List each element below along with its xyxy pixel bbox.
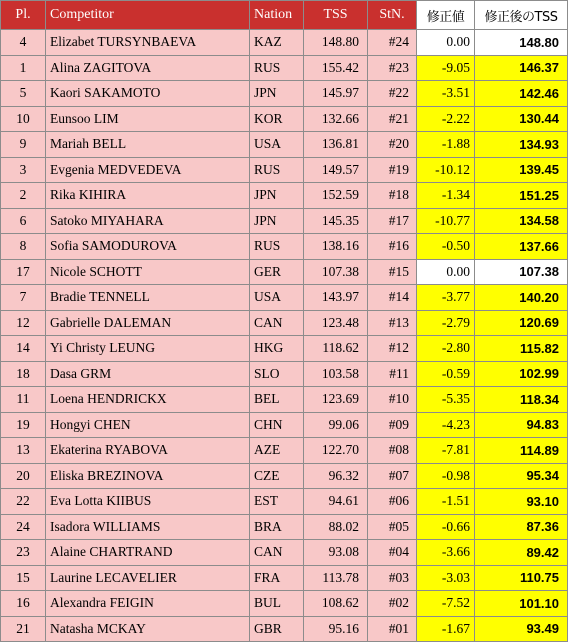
cell-competitor: Loena HENDRICKX <box>46 387 250 413</box>
cell-adjusted-tss: 139.45 <box>475 157 568 183</box>
cell-nation: GER <box>250 259 304 285</box>
cell-adjusted-tss: 115.82 <box>475 336 568 362</box>
cell-tss: 148.80 <box>304 30 368 56</box>
cell-placement: 21 <box>1 616 46 642</box>
table-row <box>1 463 568 489</box>
cell-nation: RUS <box>250 55 304 81</box>
table-row <box>1 81 568 107</box>
cell-placement: 14 <box>1 336 46 362</box>
cell-start-number: #11 <box>368 361 417 387</box>
cell-tss: 108.62 <box>304 591 368 617</box>
cell-nation: HKG <box>250 336 304 362</box>
cell-start-number: #24 <box>368 30 417 56</box>
cell-competitor: Sofia SAMODUROVA <box>46 234 250 260</box>
cell-competitor: Isadora WILLIAMS <box>46 514 250 540</box>
cell-placement: 20 <box>1 463 46 489</box>
cell-adjusted-tss: 87.36 <box>475 514 568 540</box>
cell-tss: 152.59 <box>304 183 368 209</box>
cell-tss: 123.48 <box>304 310 368 336</box>
cell-nation: RUS <box>250 234 304 260</box>
cell-correction: -10.77 <box>417 208 475 234</box>
header-placement: Pl. <box>1 1 46 30</box>
table-row <box>1 30 568 56</box>
header-start-number: StN. <box>368 1 417 30</box>
cell-correction: -5.35 <box>417 387 475 413</box>
cell-tss: 103.58 <box>304 361 368 387</box>
cell-adjusted-tss: 134.93 <box>475 132 568 158</box>
cell-placement: 23 <box>1 540 46 566</box>
cell-placement: 19 <box>1 412 46 438</box>
cell-placement: 22 <box>1 489 46 515</box>
cell-tss: 118.62 <box>304 336 368 362</box>
cell-tss: 143.97 <box>304 285 368 311</box>
cell-tss: 94.61 <box>304 489 368 515</box>
cell-nation: GBR <box>250 616 304 642</box>
cell-correction: -1.51 <box>417 489 475 515</box>
cell-placement: 4 <box>1 30 46 56</box>
cell-competitor: Satoko MIYAHARA <box>46 208 250 234</box>
header-adjusted-tss: 修正後のTSS <box>475 1 568 30</box>
cell-competitor: Alaine CHARTRAND <box>46 540 250 566</box>
cell-tss: 113.78 <box>304 565 368 591</box>
table-row <box>1 310 568 336</box>
cell-correction: -3.03 <box>417 565 475 591</box>
cell-competitor: Eunsoo LIM <box>46 106 250 132</box>
cell-correction: -3.77 <box>417 285 475 311</box>
cell-nation: BRA <box>250 514 304 540</box>
cell-start-number: #16 <box>368 234 417 260</box>
cell-start-number: #09 <box>368 412 417 438</box>
cell-correction: -0.59 <box>417 361 475 387</box>
cell-placement: 3 <box>1 157 46 183</box>
cell-tss: 96.32 <box>304 463 368 489</box>
table-row <box>1 412 568 438</box>
cell-correction: -7.52 <box>417 591 475 617</box>
cell-adjusted-tss: 95.34 <box>475 463 568 489</box>
cell-adjusted-tss: 93.49 <box>475 616 568 642</box>
cell-tss: 155.42 <box>304 55 368 81</box>
cell-competitor: Yi Christy LEUNG <box>46 336 250 362</box>
cell-start-number: #18 <box>368 183 417 209</box>
cell-adjusted-tss: 118.34 <box>475 387 568 413</box>
table-row <box>1 514 568 540</box>
cell-start-number: #07 <box>368 463 417 489</box>
cell-placement: 16 <box>1 591 46 617</box>
cell-start-number: #03 <box>368 565 417 591</box>
cell-adjusted-tss: 134.58 <box>475 208 568 234</box>
cell-tss: 145.97 <box>304 81 368 107</box>
table-row <box>1 361 568 387</box>
cell-adjusted-tss: 130.44 <box>475 106 568 132</box>
cell-placement: 12 <box>1 310 46 336</box>
table-row <box>1 616 568 642</box>
cell-competitor: Evgenia MEDVEDEVA <box>46 157 250 183</box>
cell-correction: -1.34 <box>417 183 475 209</box>
cell-competitor: Laurine LECAVELIER <box>46 565 250 591</box>
cell-competitor: Alexandra FEIGIN <box>46 591 250 617</box>
table-row <box>1 132 568 158</box>
cell-tss: 145.35 <box>304 208 368 234</box>
cell-adjusted-tss: 107.38 <box>475 259 568 285</box>
cell-adjusted-tss: 140.20 <box>475 285 568 311</box>
cell-competitor: Eliska BREZINOVA <box>46 463 250 489</box>
cell-correction: -2.80 <box>417 336 475 362</box>
cell-placement: 17 <box>1 259 46 285</box>
cell-competitor: Alina ZAGITOVA <box>46 55 250 81</box>
cell-start-number: #02 <box>368 591 417 617</box>
cell-nation: JPN <box>250 81 304 107</box>
cell-tss: 99.06 <box>304 412 368 438</box>
cell-nation: RUS <box>250 157 304 183</box>
cell-correction: -3.51 <box>417 81 475 107</box>
cell-correction: -1.88 <box>417 132 475 158</box>
table-row <box>1 106 568 132</box>
cell-start-number: #22 <box>368 81 417 107</box>
table-row <box>1 336 568 362</box>
table-row <box>1 259 568 285</box>
cell-adjusted-tss: 94.83 <box>475 412 568 438</box>
cell-nation: KOR <box>250 106 304 132</box>
cell-start-number: #13 <box>368 310 417 336</box>
cell-adjusted-tss: 146.37 <box>475 55 568 81</box>
cell-correction: -2.79 <box>417 310 475 336</box>
cell-competitor: Rika KIHIRA <box>46 183 250 209</box>
cell-adjusted-tss: 142.46 <box>475 81 568 107</box>
cell-start-number: #10 <box>368 387 417 413</box>
cell-nation: CZE <box>250 463 304 489</box>
cell-placement: 1 <box>1 55 46 81</box>
table-row <box>1 591 568 617</box>
cell-nation: CHN <box>250 412 304 438</box>
cell-correction: -3.66 <box>417 540 475 566</box>
cell-placement: 24 <box>1 514 46 540</box>
cell-correction: 0.00 <box>417 259 475 285</box>
cell-placement: 2 <box>1 183 46 209</box>
cell-placement: 7 <box>1 285 46 311</box>
cell-nation: FRA <box>250 565 304 591</box>
cell-competitor: Dasa GRM <box>46 361 250 387</box>
cell-start-number: #19 <box>368 157 417 183</box>
cell-start-number: #05 <box>368 514 417 540</box>
cell-competitor: Hongyi CHEN <box>46 412 250 438</box>
cell-tss: 149.57 <box>304 157 368 183</box>
cell-start-number: #06 <box>368 489 417 515</box>
table-row <box>1 438 568 464</box>
cell-start-number: #14 <box>368 285 417 311</box>
cell-correction: -0.50 <box>417 234 475 260</box>
table-row <box>1 157 568 183</box>
cell-adjusted-tss: 102.99 <box>475 361 568 387</box>
table-row <box>1 208 568 234</box>
cell-competitor: Eva Lotta KIIBUS <box>46 489 250 515</box>
table-row <box>1 489 568 515</box>
table-row <box>1 55 568 81</box>
cell-placement: 15 <box>1 565 46 591</box>
cell-start-number: #20 <box>368 132 417 158</box>
table-header <box>1 1 568 30</box>
table-row <box>1 540 568 566</box>
cell-competitor: Mariah BELL <box>46 132 250 158</box>
cell-start-number: #04 <box>368 540 417 566</box>
cell-competitor: Ekaterina RYABOVA <box>46 438 250 464</box>
cell-nation: USA <box>250 132 304 158</box>
cell-placement: 11 <box>1 387 46 413</box>
table-row <box>1 183 568 209</box>
cell-competitor: Natasha MCKAY <box>46 616 250 642</box>
cell-nation: CAN <box>250 540 304 566</box>
cell-adjusted-tss: 148.80 <box>475 30 568 56</box>
cell-placement: 9 <box>1 132 46 158</box>
cell-nation: EST <box>250 489 304 515</box>
cell-placement: 18 <box>1 361 46 387</box>
cell-placement: 10 <box>1 106 46 132</box>
cell-placement: 5 <box>1 81 46 107</box>
cell-placement: 13 <box>1 438 46 464</box>
cell-tss: 88.02 <box>304 514 368 540</box>
cell-correction: 0.00 <box>417 30 475 56</box>
cell-correction: -9.05 <box>417 55 475 81</box>
cell-correction: -7.81 <box>417 438 475 464</box>
table-row <box>1 565 568 591</box>
cell-correction: -10.12 <box>417 157 475 183</box>
table-row <box>1 285 568 311</box>
cell-tss: 95.16 <box>304 616 368 642</box>
cell-nation: CAN <box>250 310 304 336</box>
cell-competitor: Nicole SCHOTT <box>46 259 250 285</box>
cell-start-number: #12 <box>368 336 417 362</box>
cell-nation: BUL <box>250 591 304 617</box>
header-tss: TSS <box>304 1 368 30</box>
cell-nation: KAZ <box>250 30 304 56</box>
cell-nation: BEL <box>250 387 304 413</box>
cell-nation: SLO <box>250 361 304 387</box>
cell-adjusted-tss: 93.10 <box>475 489 568 515</box>
cell-tss: 93.08 <box>304 540 368 566</box>
cell-tss: 107.38 <box>304 259 368 285</box>
cell-competitor: Bradie TENNELL <box>46 285 250 311</box>
header-correction: 修正値 <box>417 1 475 30</box>
cell-start-number: #15 <box>368 259 417 285</box>
cell-nation: JPN <box>250 183 304 209</box>
cell-placement: 6 <box>1 208 46 234</box>
cell-correction: -2.22 <box>417 106 475 132</box>
cell-tss: 122.70 <box>304 438 368 464</box>
header-nation: Nation <box>250 1 304 30</box>
header-row <box>1 1 568 30</box>
cell-adjusted-tss: 89.42 <box>475 540 568 566</box>
cell-tss: 136.81 <box>304 132 368 158</box>
cell-competitor: Gabrielle DALEMAN <box>46 310 250 336</box>
table-body <box>1 30 568 642</box>
cell-adjusted-tss: 110.75 <box>475 565 568 591</box>
cell-correction: -1.67 <box>417 616 475 642</box>
cell-start-number: #23 <box>368 55 417 81</box>
cell-tss: 132.66 <box>304 106 368 132</box>
table-row <box>1 234 568 260</box>
cell-start-number: #21 <box>368 106 417 132</box>
cell-adjusted-tss: 120.69 <box>475 310 568 336</box>
cell-competitor: Elizabet TURSYNBAEVA <box>46 30 250 56</box>
cell-start-number: #01 <box>368 616 417 642</box>
cell-adjusted-tss: 137.66 <box>475 234 568 260</box>
cell-correction: -0.98 <box>417 463 475 489</box>
cell-correction: -0.66 <box>417 514 475 540</box>
cell-nation: USA <box>250 285 304 311</box>
cell-adjusted-tss: 114.89 <box>475 438 568 464</box>
header-competitor: Competitor <box>46 1 250 30</box>
cell-tss: 138.16 <box>304 234 368 260</box>
cell-adjusted-tss: 101.10 <box>475 591 568 617</box>
cell-nation: JPN <box>250 208 304 234</box>
cell-tss: 123.69 <box>304 387 368 413</box>
cell-correction: -4.23 <box>417 412 475 438</box>
cell-start-number: #17 <box>368 208 417 234</box>
cell-competitor: Kaori SAKAMOTO <box>46 81 250 107</box>
cell-nation: AZE <box>250 438 304 464</box>
cell-adjusted-tss: 151.25 <box>475 183 568 209</box>
cell-start-number: #08 <box>368 438 417 464</box>
table-row <box>1 387 568 413</box>
cell-placement: 8 <box>1 234 46 260</box>
